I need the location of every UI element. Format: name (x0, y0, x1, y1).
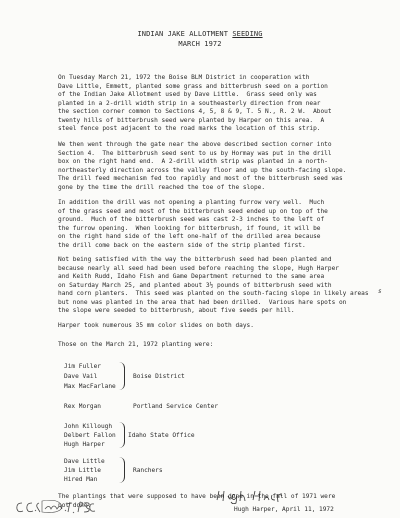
attendee-name: Hired Man (64, 476, 98, 483)
paragraph-6: Those on the March 21, 1972 planting were: (58, 341, 214, 348)
title-prefix: INDIAN JAKE ALLOTMENT (137, 30, 233, 38)
attendee-name: Dave Vail (64, 373, 98, 380)
paragraph-3: In addition the drill was not opening a planting furrow very well. Much of the grass seed and most of the bitterbrush seed ended up on top of the ground. Much of the bitterbrush seed was cast 2-3 inches to the left of the furrow opening. When looking for bitterbrush, if found, it will be on the right hand side of the left one-half of the drilled area because the drill come back on the eastern side of the strip planted first. (58, 199, 328, 249)
document-title (0, 30, 400, 38)
attendee-affiliation: Portland Service Center (133, 403, 219, 410)
attendee-affiliation: Idaho State Office (128, 432, 195, 439)
attendee-affiliation: Ranchers (133, 467, 163, 474)
paragraph-1: On Tuesday March 21, 1972 the Boise BLM District in cooperation with Dave Little, Emmett, planted some grass and bitterbrush seed on a portion of the Indian Jake Allotment used by Dave Little. Grass seed only was planted in a 2-drill width strip in a southeasterly direction from near the section corner common to Sections 4, 5, 8 & 9, T. 5 N., R. 2 W. About twenty hills of bitterbrush seed were planted by Harper on this area. A steel fence post adjacent to the road marks the location of this strip. (58, 74, 332, 132)
attendee-name: Rex Morgan (64, 403, 101, 410)
attendee-name: Hugh Harper (64, 441, 105, 448)
group-brace (119, 422, 125, 448)
typed-signature: Hugh Harper, April 11, 1972 (234, 506, 334, 513)
title-underlined-word: SEEDING (232, 30, 263, 38)
attendee-name: Jim Little (64, 467, 101, 474)
attendee-name: Delbert Fallon (64, 432, 116, 439)
paragraph-4: Not being satisfied with the way the bitterbrush seed had been planted and because nearly all seed had been used before reaching the slope, Hugh Harper and Keith Rudd, Idaho Fish and Game Department returned to the same area on Saturday March 25, and planted about 3½ pounds of bitterbrush seed with hand corn planters. This seed was planted on the south-facing slope in likely areas but none was planted in the area that had been drilled. Various hare spots on the slope were seeded to bitterbrush, about five seeds per hill. (58, 256, 369, 314)
attendee-name: Dave Little (64, 458, 105, 465)
handwritten-cc-note (14, 499, 96, 515)
group-brace (119, 457, 125, 483)
group-brace (119, 362, 125, 390)
paragraph-5: Harper took numerous 35 mm color slides on both days. (58, 322, 254, 329)
document-date: MARCH 1972 (178, 40, 222, 48)
margin-annotation: s (378, 288, 382, 295)
attendee-name: Jim Fuller (64, 363, 101, 370)
attendee-name: Max MacFarlane (64, 383, 116, 390)
closing-paragraph: The plantings that were supposed to have been done in the fall of 1971 were not done. (58, 493, 336, 509)
attendee-name: John Killough (64, 423, 113, 430)
attendee-affiliation: Boise District (133, 373, 185, 380)
paragraph-2: We then went through the gate near the above described section corner into Section 4. The bitterbrush seed sent to us by Hormay was put in the drill box on the right hand end. A 2-drill width strip was planted in a north- northeasterly direction across the valley floor and up the south-facing slope. The drill feed mechanism fed too rapidly and most of the bitterbrush seed was gone by the time the drill reached the toe of the slope. (58, 141, 347, 191)
handwritten-signature (215, 488, 285, 504)
